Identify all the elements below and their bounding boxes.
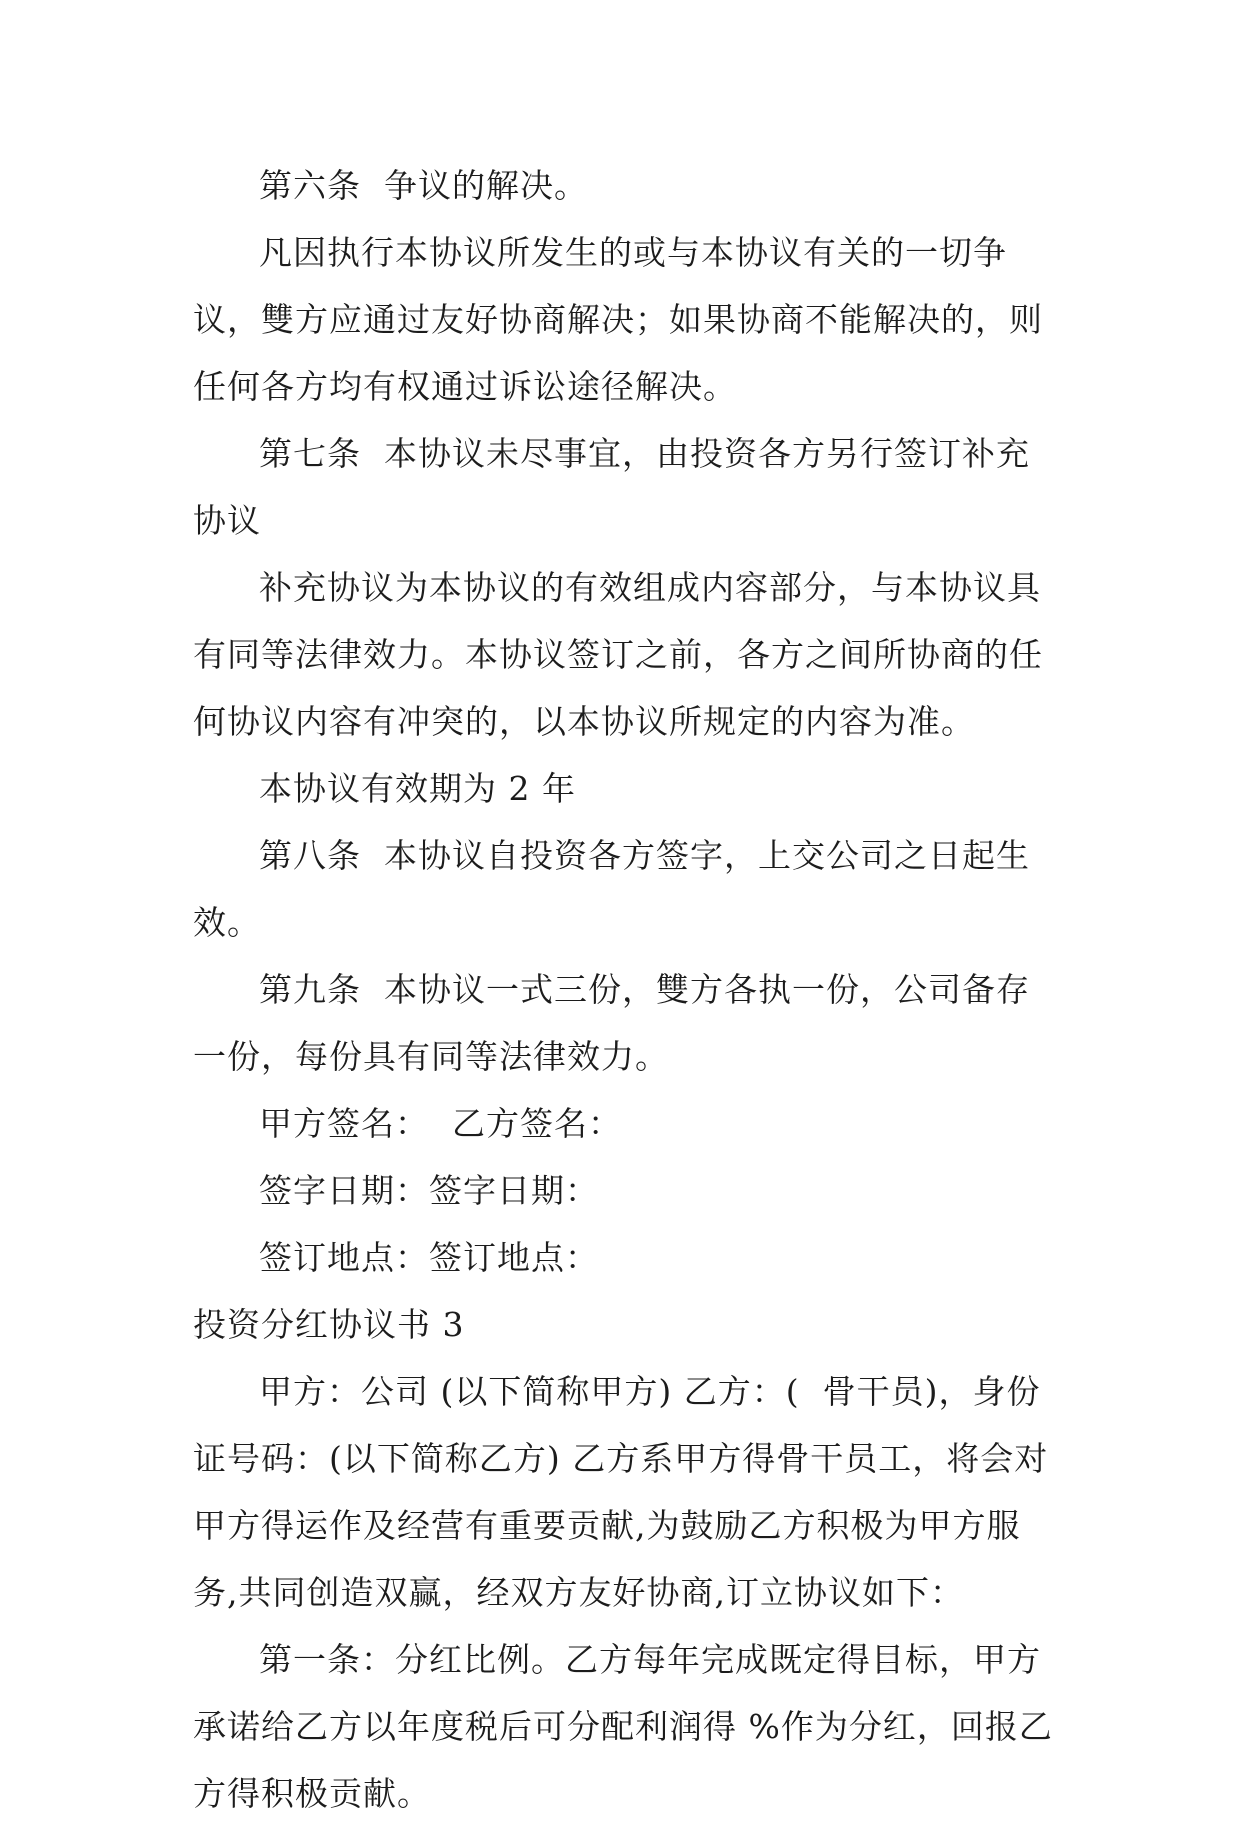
section-title: 投资分红协议书 3	[193, 1305, 465, 1344]
article-6-body: 凡因执行本协议所发生的或与本协议有关的一切争议，雙方应通过友好协商解决；如果协商不能解决的，则任何各方均有权通过诉讼途径解决。	[193, 233, 1043, 406]
article-7-heading: 第七条 本协议未尽事宜，由投资各方另行签订补充协议	[193, 434, 1030, 540]
article-1-dividend: 第一条：分红比例。乙方每年完成既定得目标，甲方承诺给乙方以年度税后可分配利润得 %作为分红，回报乙方得积极贡献。	[193, 1640, 1053, 1813]
article-9: 第九条 本协议一式三份，雙方各执一份，公司备存一份，每份具有同等法律效力。	[193, 970, 1030, 1076]
signature-line: 甲方签名： 乙方签名：	[259, 1104, 622, 1143]
article-7-body: 补充协议为本协议的有效组成内容部分，与本协议具有同等法律效力。本协议签订之前，各方之间所协商的任何协议内容有冲突的，以本协议所规定的内容为准。	[193, 568, 1043, 741]
parties-intro: 甲方：公司 (以下简称甲方) 乙方：( 骨干员)，身份证号码：(以下简称乙方) 乙方系甲方得骨干员工，将会对甲方得运作及经营有重要贡献,为鼓励乙方积极为甲方服务,共同创造双赢，经双方友好协商,订立协议如下：	[193, 1372, 1049, 1612]
article-8: 第八条 本协议自投资各方签字，上交公司之日起生效。	[193, 836, 1030, 942]
article-6-heading: 第六条 争议的解决。	[259, 166, 588, 205]
signing-place-line: 签订地点：签订地点：	[259, 1238, 599, 1277]
validity-period: 本协议有效期为 2 年	[259, 769, 576, 808]
signing-date-line: 签字日期：签字日期：	[259, 1171, 599, 1210]
document-body	[193, 152, 1053, 1827]
